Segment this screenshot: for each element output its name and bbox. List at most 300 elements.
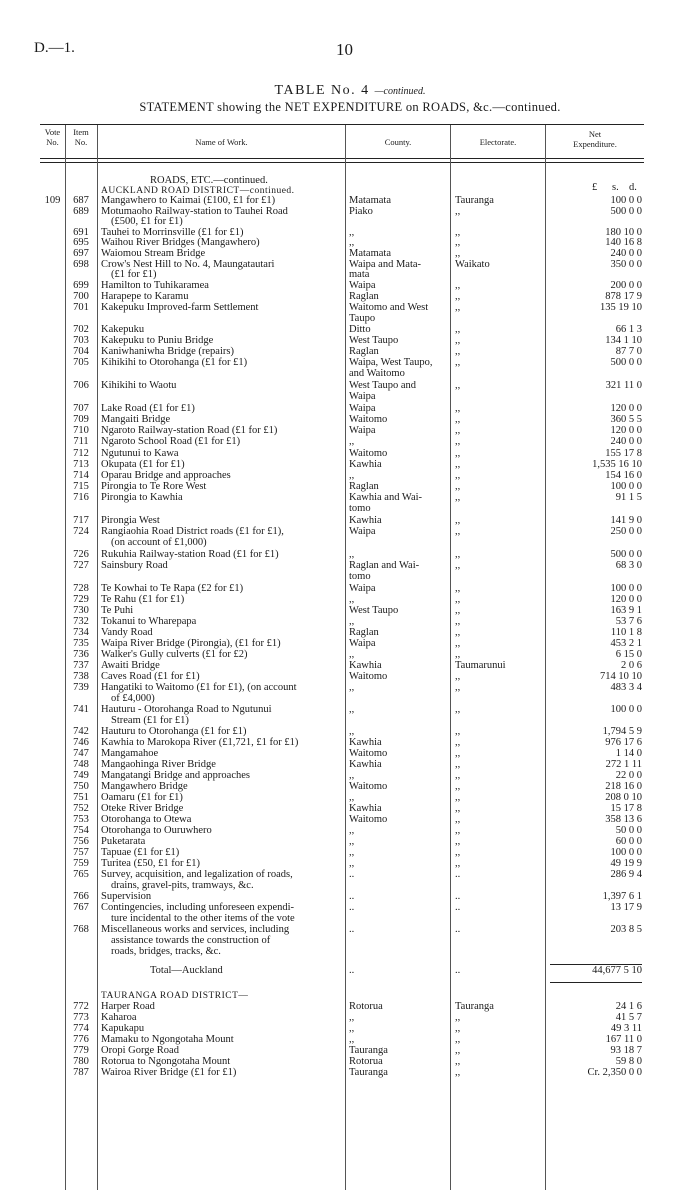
work-name: Kakepuku to Puniu Bridge bbox=[101, 335, 214, 346]
item-number: 734 bbox=[73, 627, 89, 638]
net-expenditure: 250 0 0 bbox=[610, 526, 642, 537]
net-expenditure: 22 0 0 bbox=[615, 770, 642, 781]
net-expenditure: 358 13 6 bbox=[605, 814, 642, 825]
item-number: 752 bbox=[73, 803, 89, 814]
item-number: 757 bbox=[73, 847, 89, 858]
electorate-name: ,, bbox=[455, 638, 461, 649]
work-name: Kawhia to Marokopa River (£1,721, £1 for £1) bbox=[101, 737, 299, 748]
item-number: 709 bbox=[73, 414, 89, 425]
unit-pence: d. bbox=[629, 182, 637, 193]
work-name: Kaniwhaniwha Bridge (repairs) bbox=[101, 346, 234, 357]
work-name: Tokanui to Wharepapa bbox=[101, 616, 197, 627]
electorate-name: ,, bbox=[455, 759, 461, 770]
electorate-name: ,, bbox=[455, 682, 461, 693]
item-number: 713 bbox=[73, 459, 89, 470]
electorate-name: ,, bbox=[455, 403, 461, 414]
work-name: Oropi Gorge Road bbox=[101, 1045, 179, 1056]
work-name: Mangaiti Bridge bbox=[101, 414, 171, 425]
work-name: Total—Auckland bbox=[150, 965, 223, 976]
electorate-name: ,, bbox=[455, 459, 461, 470]
net-expenditure: 286 9 4 bbox=[610, 869, 642, 880]
item-number: 703 bbox=[73, 335, 89, 346]
work-name: ture incidental to the other items of the vote bbox=[111, 913, 295, 924]
electorate-name: Tauranga bbox=[455, 195, 494, 206]
electorate-name: ,, bbox=[455, 803, 461, 814]
work-name: TAURANGA ROAD DISTRICT— bbox=[101, 991, 249, 1001]
work-name: Survey, acquisition, and legalization of roads, bbox=[101, 869, 293, 880]
electorate-name: .. bbox=[455, 965, 461, 976]
electorate-name: ,, bbox=[455, 448, 461, 459]
electorate-name: ,, bbox=[455, 1023, 461, 1034]
electorate-name: ,, bbox=[455, 515, 461, 526]
net-expenditure: 100 0 0 bbox=[610, 481, 642, 492]
net-expenditure: 60 0 0 bbox=[615, 836, 642, 847]
work-name: (£1 for £1) bbox=[111, 269, 157, 280]
work-name: Harapepe to Karamu bbox=[101, 291, 189, 302]
header-expenditure: Expenditure. bbox=[573, 139, 617, 149]
item-number: 687 bbox=[73, 195, 89, 206]
statement-heading: STATEMENT showing the NET EXPENDITURE on ROADS, &c.—continued. bbox=[139, 100, 561, 114]
work-name: Supervision bbox=[101, 891, 152, 902]
county-name: ,, bbox=[349, 649, 355, 660]
work-name: Kakepuku bbox=[101, 324, 145, 335]
electorate-name: ,, bbox=[455, 280, 461, 291]
work-name: Pirongia to Kawhia bbox=[101, 492, 183, 503]
work-name: Pirongia West bbox=[101, 515, 160, 526]
county-name: West Taupo bbox=[349, 335, 399, 346]
item-number: 698 bbox=[73, 259, 89, 270]
electorate-name: ,, bbox=[455, 825, 461, 836]
work-name: Mangatangi Bridge and approaches bbox=[101, 770, 250, 781]
county-name: Matamata bbox=[349, 248, 391, 259]
county-name: Kawhia bbox=[349, 803, 382, 814]
county-name: ,, bbox=[349, 594, 355, 605]
item-number: 754 bbox=[73, 825, 89, 836]
electorate-name: ,, bbox=[455, 237, 461, 248]
county-name: Waipa bbox=[349, 583, 376, 594]
item-number: 767 bbox=[73, 902, 89, 913]
work-name: Kihikihi to Otorohanga (£1 for £1) bbox=[101, 357, 248, 368]
item-number: 707 bbox=[73, 403, 89, 414]
county-name: Waipa bbox=[349, 526, 376, 537]
work-name: Oteke River Bridge bbox=[101, 803, 184, 814]
work-name: Wairoa River Bridge (£1 for £1) bbox=[101, 1067, 237, 1078]
county-name: Tauranga bbox=[349, 1045, 388, 1056]
item-number: 787 bbox=[73, 1067, 89, 1078]
electorate-name: ,, bbox=[455, 1067, 461, 1078]
electorate-name: ,, bbox=[455, 858, 461, 869]
item-number: 715 bbox=[73, 481, 89, 492]
work-name: Motumaoho Railway-station to Tauhei Road bbox=[101, 206, 288, 217]
net-expenditure: 66 1 3 bbox=[615, 324, 642, 335]
work-name: Tapuae (£1 for £1) bbox=[101, 847, 180, 858]
electorate-name: ,, bbox=[455, 836, 461, 847]
net-expenditure: 154 16 0 bbox=[605, 470, 642, 481]
net-expenditure: 59 8 0 bbox=[615, 1056, 642, 1067]
net-expenditure: 100 0 0 bbox=[610, 583, 642, 594]
item-number: 741 bbox=[73, 704, 89, 715]
county-name: ,, bbox=[349, 237, 355, 248]
item-number: 711 bbox=[73, 436, 89, 447]
county-name: Waitomo bbox=[349, 414, 388, 425]
county-name: Kawhia bbox=[349, 737, 382, 748]
electorate-name: ,, bbox=[455, 792, 461, 803]
electorate-name: ,, bbox=[455, 594, 461, 605]
work-name: Waipa River Bridge (Pirongia), (£1 for £1) bbox=[101, 638, 281, 649]
net-expenditure: 453 2 1 bbox=[610, 638, 642, 649]
item-number: 706 bbox=[73, 380, 89, 391]
work-name: AUCKLAND ROAD DISTRICT—continued. bbox=[101, 186, 295, 196]
item-number: 699 bbox=[73, 280, 89, 291]
item-number: 747 bbox=[73, 748, 89, 759]
net-expenditure: 1,397 6 1 bbox=[602, 891, 642, 902]
item-number: 730 bbox=[73, 605, 89, 616]
item-number: 700 bbox=[73, 291, 89, 302]
county-name: ,, bbox=[349, 726, 355, 737]
work-name: Ngaroto School Road (£1 for £1) bbox=[101, 436, 241, 447]
work-name: Harper Road bbox=[101, 1001, 155, 1012]
county-name: Rotorua bbox=[349, 1056, 383, 1067]
county-name: ,, bbox=[349, 470, 355, 481]
net-expenditure: 2 0 6 bbox=[621, 660, 642, 671]
work-name: Rotorua to Ngongotaha Mount bbox=[101, 1056, 231, 1067]
electorate-name: ,, bbox=[455, 335, 461, 346]
county-name: Waipa bbox=[349, 391, 376, 402]
item-number: 729 bbox=[73, 594, 89, 605]
county-name: Raglan bbox=[349, 346, 379, 357]
county-name: Waipa bbox=[349, 403, 376, 414]
table-top-rule bbox=[40, 124, 644, 125]
electorate-name: Waikato bbox=[455, 259, 490, 270]
electorate-name: ,, bbox=[455, 227, 461, 238]
item-number: 728 bbox=[73, 583, 89, 594]
net-expenditure: 49 3 11 bbox=[610, 1023, 642, 1034]
work-name: Otorohanga to Ouruwhero bbox=[101, 825, 212, 836]
electorate-name: ,, bbox=[455, 291, 461, 302]
electorate-name: ,, bbox=[455, 414, 461, 425]
work-name: Contingencies, including unforeseen expendi- bbox=[101, 902, 295, 913]
page-reference: D.—1. bbox=[34, 40, 75, 56]
county-name: ,, bbox=[349, 792, 355, 803]
work-name: ROADS, ETC.—continued. bbox=[150, 175, 268, 186]
work-name: Rangiaohia Road District roads (£1 for £1), bbox=[101, 526, 284, 537]
electorate-name: ,, bbox=[455, 627, 461, 638]
net-expenditure: 878 17 9 bbox=[605, 291, 642, 302]
county-name: ,, bbox=[349, 770, 355, 781]
county-name: West Taupo bbox=[349, 605, 399, 616]
item-number: 749 bbox=[73, 770, 89, 781]
county-name: ,, bbox=[349, 858, 355, 869]
county-name: tomo bbox=[349, 503, 371, 514]
net-expenditure: 321 11 0 bbox=[605, 380, 642, 391]
item-number: 768 bbox=[73, 924, 89, 935]
electorate-name: Taumarunui bbox=[455, 660, 506, 671]
work-name: Kaharoa bbox=[101, 1012, 137, 1023]
county-name: mata bbox=[349, 269, 370, 280]
net-expenditure: 272 1 11 bbox=[605, 759, 642, 770]
item-number: 726 bbox=[73, 549, 89, 560]
electorate-name: ,, bbox=[455, 704, 461, 715]
electorate-name: ,, bbox=[455, 1034, 461, 1045]
item-number: 735 bbox=[73, 638, 89, 649]
electorate-name: .. bbox=[455, 924, 461, 935]
header-county: County. bbox=[384, 137, 412, 147]
electorate-name: ,, bbox=[455, 425, 461, 436]
work-name: drains, gravel-pits, tramways, &c. bbox=[111, 880, 254, 891]
county-name: ,, bbox=[349, 549, 355, 560]
work-name: Otorohanga to Otewa bbox=[101, 814, 192, 825]
net-expenditure: 134 1 10 bbox=[605, 335, 642, 346]
column-divider bbox=[545, 125, 546, 1190]
net-expenditure: 163 9 1 bbox=[610, 605, 642, 616]
county-name: Raglan bbox=[349, 627, 379, 638]
net-expenditure: 100 0 0 bbox=[610, 195, 642, 206]
item-number: 738 bbox=[73, 671, 89, 682]
electorate-name: .. bbox=[455, 902, 461, 913]
net-expenditure: 41 5 7 bbox=[615, 1012, 642, 1023]
electorate-name: ,, bbox=[455, 748, 461, 759]
county-name: ,, bbox=[349, 436, 355, 447]
item-number: 727 bbox=[73, 560, 89, 571]
total-top-rule bbox=[550, 964, 642, 965]
work-name: Te Puhi bbox=[101, 605, 134, 616]
net-expenditure: 1,535 16 10 bbox=[592, 459, 642, 470]
work-name: Hamilton to Tuhikaramea bbox=[101, 280, 209, 291]
work-name: (on account of £1,000) bbox=[111, 537, 207, 548]
net-expenditure: 120 0 0 bbox=[610, 594, 642, 605]
net-expenditure: 350 0 0 bbox=[610, 259, 642, 270]
item-number: 714 bbox=[73, 470, 89, 481]
work-name: Sainsbury Road bbox=[101, 560, 168, 571]
net-expenditure: 500 0 0 bbox=[610, 549, 642, 560]
net-expenditure: 93 18 7 bbox=[610, 1045, 642, 1056]
item-number: 774 bbox=[73, 1023, 89, 1034]
work-name: Mamaku to Ngongotaha Mount bbox=[101, 1034, 234, 1045]
county-name: ,, bbox=[349, 227, 355, 238]
work-name: Stream (£1 for £1) bbox=[111, 715, 189, 726]
county-name: ,, bbox=[349, 682, 355, 693]
item-number: 753 bbox=[73, 814, 89, 825]
net-expenditure: 976 17 6 bbox=[605, 737, 642, 748]
electorate-name: ,, bbox=[455, 206, 461, 217]
net-expenditure: 49 19 9 bbox=[610, 858, 642, 869]
electorate-name: ,, bbox=[455, 847, 461, 858]
work-name: Te Kowhai to Te Rapa (£2 for £1) bbox=[101, 583, 244, 594]
electorate-name: ,, bbox=[455, 1056, 461, 1067]
county-name: .. bbox=[349, 965, 355, 976]
work-name: Awaiti Bridge bbox=[101, 660, 160, 671]
electorate-name: ,, bbox=[455, 549, 461, 560]
work-name: Hauturu - Otorohanga Road to Ngutunui bbox=[101, 704, 272, 715]
county-name: Waitomo and West bbox=[349, 302, 429, 313]
county-name: Tauranga bbox=[349, 1067, 388, 1078]
county-name: Kawhia and Wai- bbox=[349, 492, 423, 503]
item-number: 780 bbox=[73, 1056, 89, 1067]
net-expenditure: 91 1 5 bbox=[615, 492, 642, 503]
electorate-name: ,, bbox=[455, 302, 461, 313]
net-expenditure: 500 0 0 bbox=[610, 357, 642, 368]
item-number: 746 bbox=[73, 737, 89, 748]
electorate-name: ,, bbox=[455, 481, 461, 492]
work-name: Te Rahu (£1 for £1) bbox=[101, 594, 185, 605]
work-name: Lake Road (£1 for £1) bbox=[101, 403, 195, 414]
county-name: Raglan bbox=[349, 481, 379, 492]
item-number: 717 bbox=[73, 515, 89, 526]
work-name: Rukuhia Railway-station Road (£1 for £1) bbox=[101, 549, 279, 560]
item-number: 716 bbox=[73, 492, 89, 503]
electorate-name: ,, bbox=[455, 649, 461, 660]
work-name: Mangaohinga River Bridge bbox=[101, 759, 216, 770]
net-expenditure: 714 10 10 bbox=[600, 671, 642, 682]
net-expenditure: 167 11 0 bbox=[605, 1034, 642, 1045]
net-expenditure: 120 0 0 bbox=[610, 425, 642, 436]
electorate-name: ,, bbox=[455, 814, 461, 825]
net-expenditure: 218 16 0 bbox=[605, 781, 642, 792]
electorate-name: ,, bbox=[455, 357, 461, 368]
work-name: Kapukapu bbox=[101, 1023, 145, 1034]
work-name: Vandy Road bbox=[101, 627, 153, 638]
net-expenditure: 141 9 0 bbox=[610, 515, 642, 526]
county-name: West Taupo and bbox=[349, 380, 417, 391]
work-name: Mangawhero to Kaimai (£100, £1 for £1) bbox=[101, 195, 276, 206]
electorate-name: ,, bbox=[455, 781, 461, 792]
work-name: roads, bridges, tracks, &c. bbox=[111, 946, 221, 957]
county-name: Waipa bbox=[349, 425, 376, 436]
electorate-name: ,, bbox=[455, 583, 461, 594]
work-name: Miscellaneous works and services, including bbox=[101, 924, 290, 935]
county-name: .. bbox=[349, 891, 355, 902]
table-title-suffix: —continued. bbox=[374, 86, 426, 97]
work-name: Hangatiki to Waitomo (£1 for £1), (on account bbox=[101, 682, 297, 693]
electorate-name: ,, bbox=[455, 1012, 461, 1023]
total-bottom-rule bbox=[550, 982, 642, 983]
item-number: 766 bbox=[73, 891, 89, 902]
item-number: 751 bbox=[73, 792, 89, 803]
item-number: 737 bbox=[73, 660, 89, 671]
item-number: 779 bbox=[73, 1045, 89, 1056]
unit-pounds: £ bbox=[592, 182, 598, 193]
county-name: Waitomo bbox=[349, 781, 388, 792]
electorate-name: ,, bbox=[455, 324, 461, 335]
county-name: ,, bbox=[349, 825, 355, 836]
net-expenditure: Cr. 2,350 0 0 bbox=[587, 1067, 642, 1078]
county-name: Raglan and Wai- bbox=[349, 560, 420, 571]
item-number: 724 bbox=[73, 526, 89, 537]
electorate-name: Tauranga bbox=[455, 1001, 494, 1012]
work-name: Waihou River Bridges (Mangawhero) bbox=[101, 237, 260, 248]
net-expenditure: 15 17 8 bbox=[610, 803, 642, 814]
net-expenditure: 50 0 0 bbox=[615, 825, 642, 836]
unit-shillings: s. bbox=[612, 182, 619, 193]
net-expenditure: 53 7 6 bbox=[615, 616, 642, 627]
county-name: ,, bbox=[349, 1034, 355, 1045]
net-expenditure: 44,677 5 10 bbox=[592, 965, 642, 976]
county-name: Taupo bbox=[349, 313, 376, 324]
net-expenditure: 483 3 4 bbox=[610, 682, 642, 693]
electorate-name: .. bbox=[455, 891, 461, 902]
net-expenditure: 200 0 0 bbox=[610, 280, 642, 291]
work-name: Pirongia to Te Rore West bbox=[101, 481, 207, 492]
county-name: Matamata bbox=[349, 195, 391, 206]
work-name: (£500, £1 for £1) bbox=[111, 216, 183, 227]
county-name: ,, bbox=[349, 847, 355, 858]
item-number: 742 bbox=[73, 726, 89, 737]
item-number: 772 bbox=[73, 1001, 89, 1012]
county-name: ,, bbox=[349, 704, 355, 715]
net-expenditure: 240 0 0 bbox=[610, 248, 642, 259]
county-name: Kawhia bbox=[349, 459, 382, 470]
county-name: Waitomo bbox=[349, 671, 388, 682]
item-number: 710 bbox=[73, 425, 89, 436]
county-name: Kawhia bbox=[349, 660, 382, 671]
net-expenditure: 100 0 0 bbox=[610, 847, 642, 858]
item-number: 697 bbox=[73, 248, 89, 259]
work-name: Puketarata bbox=[101, 836, 146, 847]
work-name: Mangamahoe bbox=[101, 748, 159, 759]
county-name: and Waitomo bbox=[349, 368, 405, 379]
county-name: ,, bbox=[349, 1023, 355, 1034]
table-title-text: TABLE No. 4 bbox=[274, 83, 370, 98]
work-name: Oamaru (£1 for £1) bbox=[101, 792, 183, 803]
header-double-rule bbox=[40, 162, 644, 163]
work-name: Turitea (£50, £1 for £1) bbox=[101, 858, 201, 869]
item-number: 773 bbox=[73, 1012, 89, 1023]
net-expenditure: 140 16 8 bbox=[605, 237, 642, 248]
net-expenditure: 6 15 0 bbox=[615, 649, 642, 660]
column-divider bbox=[97, 125, 98, 1190]
county-name: Ditto bbox=[349, 324, 371, 335]
electorate-name: ,, bbox=[455, 770, 461, 781]
work-name: Kihikihi to Waotu bbox=[101, 380, 177, 391]
work-name: Walker's Gully culverts (£1 for £2) bbox=[101, 649, 248, 660]
county-name: ,, bbox=[349, 616, 355, 627]
electorate-name: ,, bbox=[455, 605, 461, 616]
work-name: Hauturu to Otorohanga (£1 for £1) bbox=[101, 726, 247, 737]
work-name: Kakepuku Improved-farm Settlement bbox=[101, 302, 259, 313]
header-electorate: Electorate. bbox=[479, 137, 517, 147]
county-name: Rotorua bbox=[349, 1001, 383, 1012]
electorate-name: ,, bbox=[455, 726, 461, 737]
electorate-name: .. bbox=[455, 869, 461, 880]
page-number: 10 bbox=[336, 40, 353, 59]
item-number: 705 bbox=[73, 357, 89, 368]
county-name: Waipa and Mata- bbox=[349, 259, 422, 270]
net-expenditure: 100 0 0 bbox=[610, 704, 642, 715]
work-name: Crow's Nest Hill to No. 4, Maungatautari bbox=[101, 259, 275, 270]
net-expenditure: 203 8 5 bbox=[610, 924, 642, 935]
county-name: Waitomo bbox=[349, 448, 388, 459]
item-number: 750 bbox=[73, 781, 89, 792]
item-number: 732 bbox=[73, 616, 89, 627]
net-expenditure: 110 1 8 bbox=[610, 627, 642, 638]
county-name: ,, bbox=[349, 1012, 355, 1023]
county-name: Waitomo bbox=[349, 748, 388, 759]
electorate-name: ,, bbox=[455, 1045, 461, 1056]
item-number: 704 bbox=[73, 346, 89, 357]
header-item: Item No. bbox=[73, 127, 89, 147]
item-number: 736 bbox=[73, 649, 89, 660]
net-expenditure: 500 0 0 bbox=[610, 206, 642, 217]
table-title bbox=[0, 83, 700, 99]
net-expenditure: 68 3 0 bbox=[615, 560, 642, 571]
net-expenditure: 240 0 0 bbox=[610, 436, 642, 447]
county-name: Waitomo bbox=[349, 814, 388, 825]
work-name: Caves Road (£1 for £1) bbox=[101, 671, 200, 682]
item-number: 776 bbox=[73, 1034, 89, 1045]
electorate-name: ,, bbox=[455, 526, 461, 537]
electorate-name: ,, bbox=[455, 436, 461, 447]
county-name: Kawhia bbox=[349, 759, 382, 770]
